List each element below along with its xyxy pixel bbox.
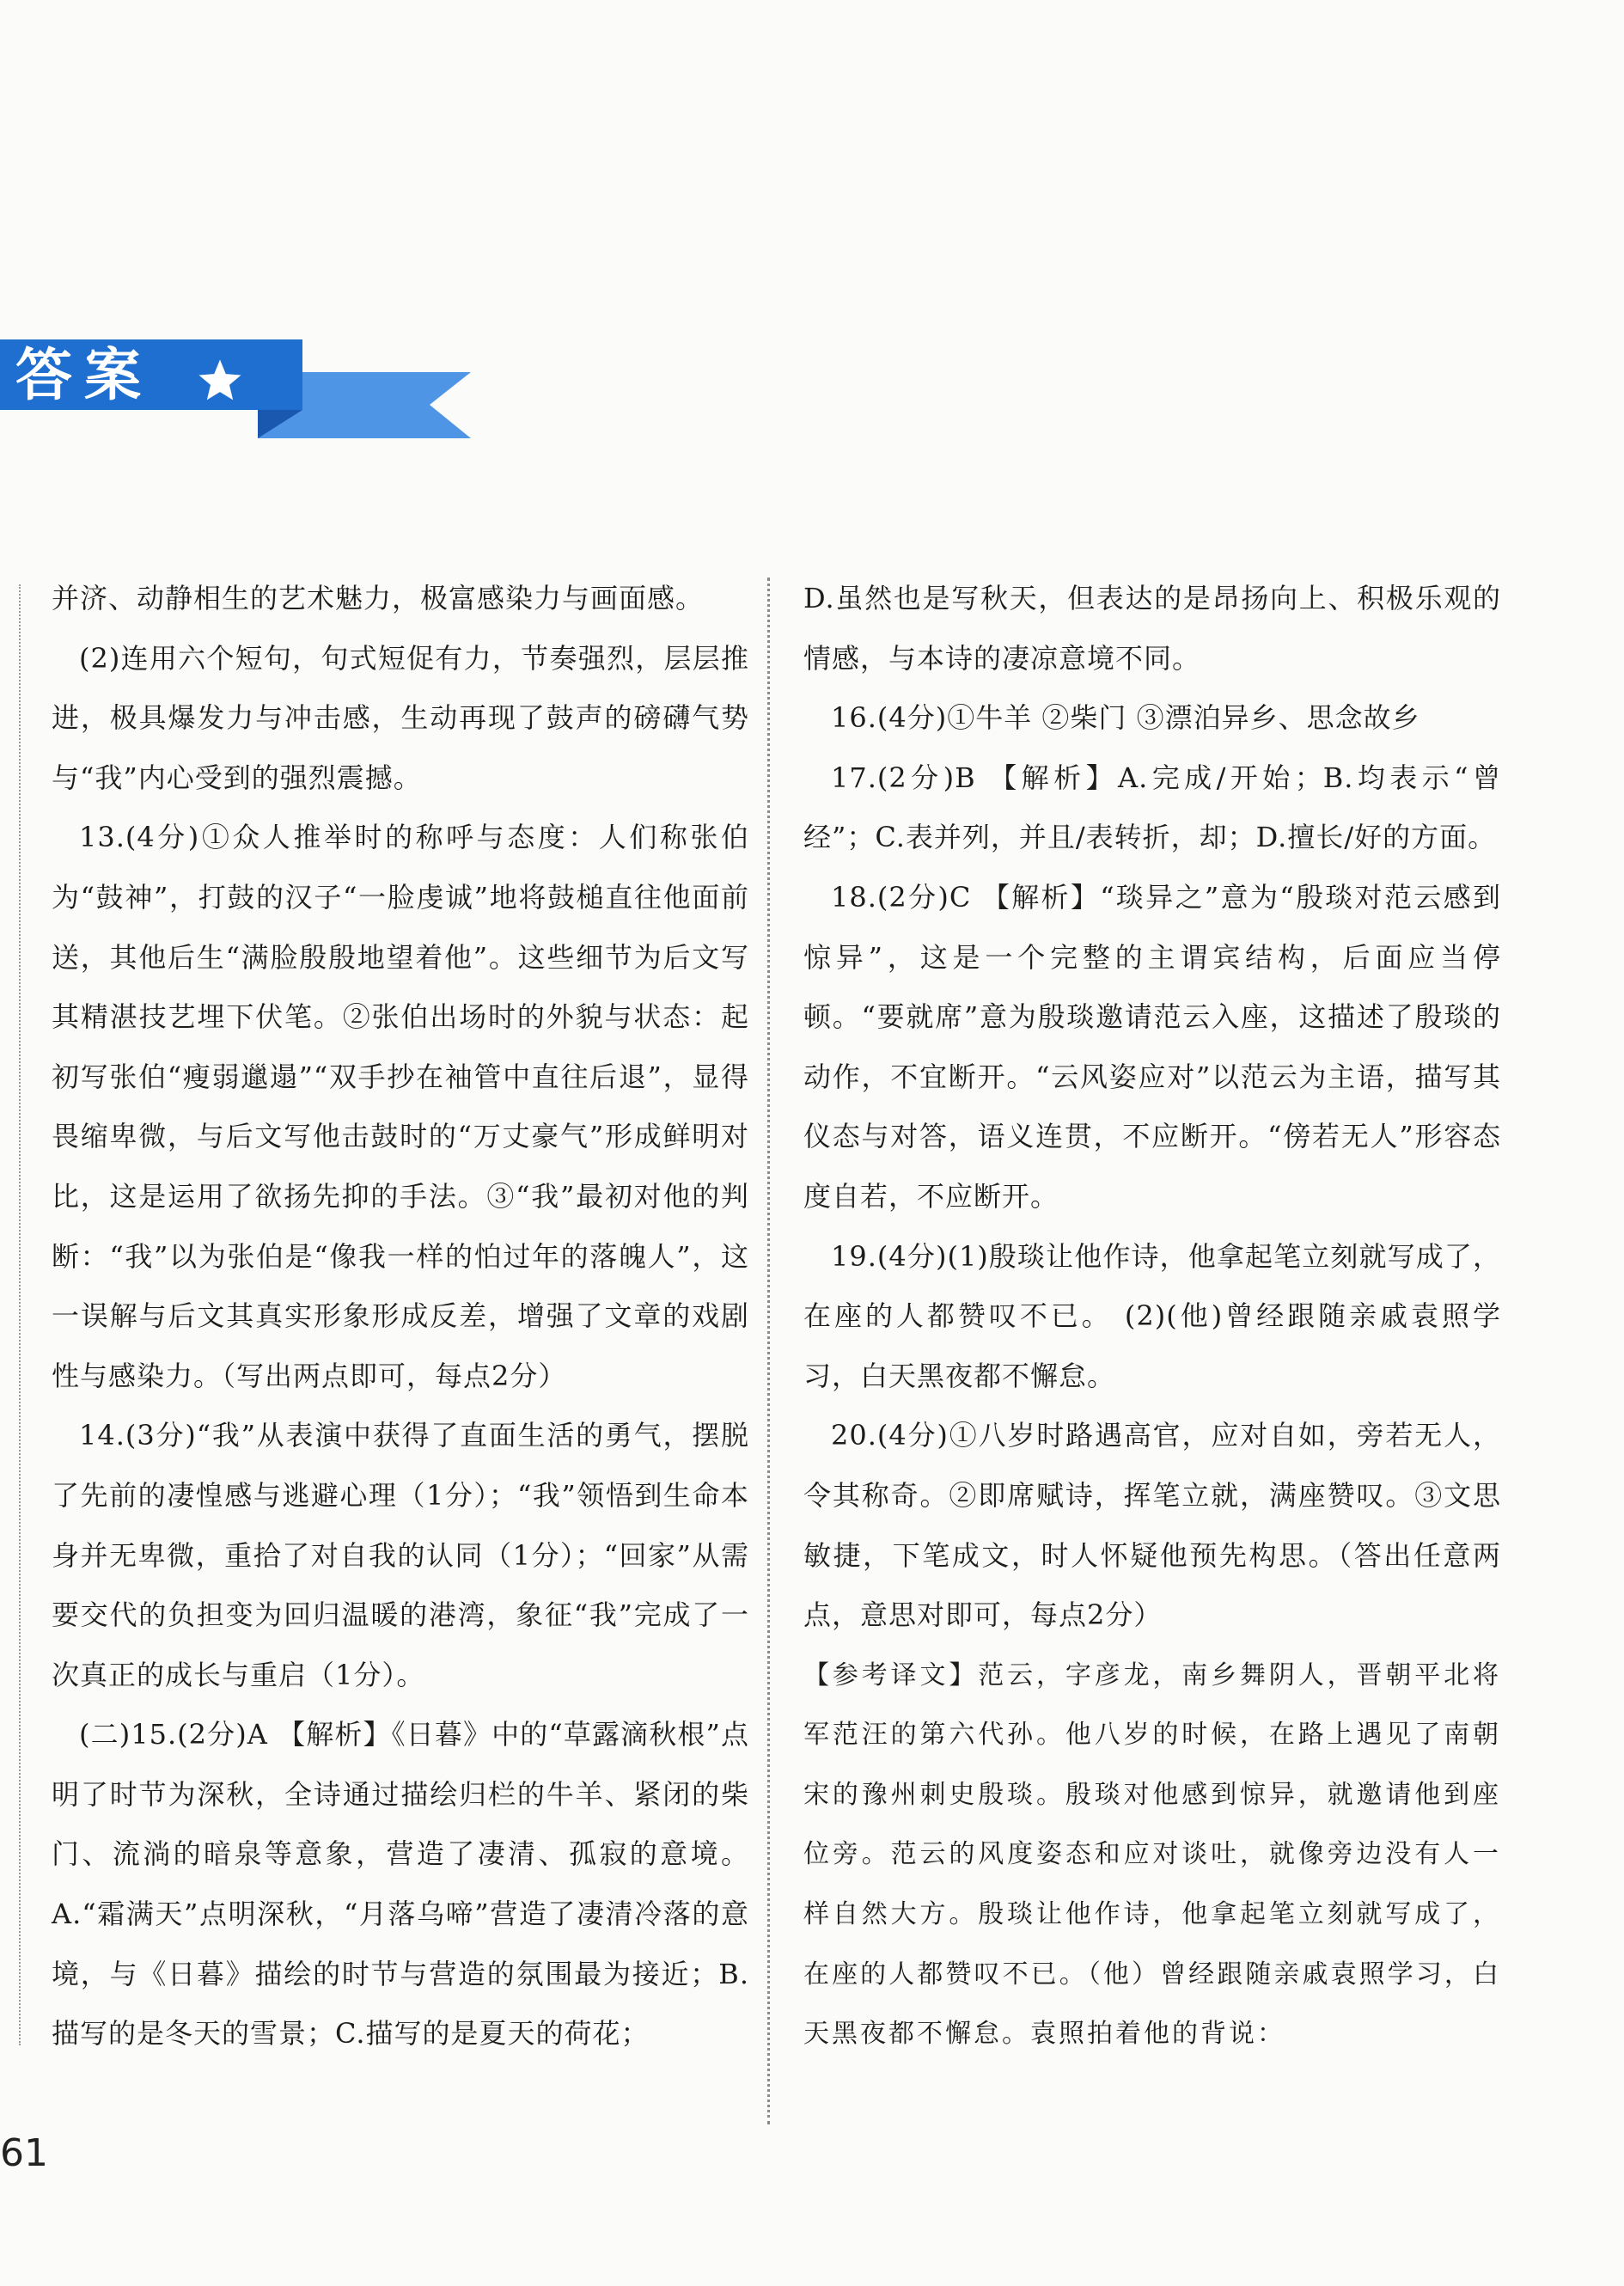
answer-12-continued: 并济、动静相生的艺术魅力，极富感染力与画面感。 xyxy=(52,582,705,614)
answer-15: (二)15.(2分)A 【解析】《日暮》中的“草露滴秋根”点明了时节为深秋，全诗通过描绘归栏的牛羊、紧闭的柴门、流淌的暗泉等意象，营造了凄清、孤寂的意境。A.“霜满天”点明深秋，“月落乌啼”营造了凄清冷落的意境，与《日暮》描绘的时节与营造的氛围最为接近；B.描写的是冬天的雪景；C.描写的是夏天的荷花； xyxy=(52,1718,749,2051)
column-divider xyxy=(767,578,770,2124)
left-margin-rule xyxy=(19,584,21,2045)
left-column xyxy=(52,569,749,2064)
answer-18: 18.(2分)C 【解析】“琰异之”意为“殷琰对范云感到惊异”，这是一个完整的主谓宾结构，后面应当停顿。“要就席”意为殷琰邀请范云入座，这描述了殷琰的动作，不宜断开。“云风姿应对”以范云为主语，描写其仪态与对答，语义连贯，不应断开。“傍若无人”形容态度自若，不应断开。 xyxy=(803,880,1501,1213)
right-column xyxy=(803,569,1501,2064)
star-icon xyxy=(196,357,244,405)
answer-title: 答案 xyxy=(15,342,153,408)
answer-20: 20.(4分)①八岁时路遇高官，应对自如，旁若无人，令其称奇。②即席赋诗，挥笔立就，满座赞叹。③文思敏捷，下笔成文，时人怀疑他预先构思。（答出任意两点，意思对即可，每点2分） xyxy=(803,1419,1501,1632)
answer-16: 16.(4分)①牛羊 ②柴门 ③漂泊异乡、思念故乡 xyxy=(831,701,1420,735)
reference-translation: 【参考译文】范云，字彦龙，南乡舞阴人，晋朝平北将军范汪的第六代孙。他八岁的时候，在路上遇见了南朝宋的豫州刺史殷琰。殷琰对他感到惊异，就邀请他到座位旁。范云的风度姿态和应对谈吐，就像旁边没有人一样自然大方。殷琰让他作诗，他拿起笔立刻就写成了，在座的人都赞叹不已。（他）曾经跟随亲戚袁照学习，白天黑夜都不懈怠。袁照拍着他的背说： xyxy=(803,1659,1501,2050)
answer-19: 19.(4分)(1)殷琰让他作诗，他拿起笔立刻就写成了，在座的人都赞叹不已。 (2)(他)曾经跟随亲戚袁照学习，白天黑夜都不懈怠。 xyxy=(803,1239,1501,1392)
answer-17: 17.(2分)B 【解析】A.完成/开始；B.均表示“曾经”；C.表并列，并且/表转折，却；D.擅长/好的方面。 xyxy=(803,761,1501,854)
answer-13: 13.(4分)①众人推举时的称呼与态度：人们称张伯为“鼓神”，打鼓的汉子“一脸虔诚”地将鼓槌直往他面前送，其他后生“满脸殷殷地望着他”。这些细节为后文写其精湛技艺埋下伏笔。②张伯出场时的外貌与状态：起初写张伯“瘦弱邋遢”“双手抄在袖管中直往后退”，显得畏缩卑微，与后文写他击鼓时的“万丈豪气”形成鲜明对比，这是运用了欲扬先抑的手法。③“我”最初对他的判断：“我”以为张伯是“像我一样的怕过年的落魄人”，这一误解与后文其真实形象形成反差，增强了文章的戏剧性与感染力。（写出两点即可，每点2分） xyxy=(52,821,749,1392)
answer-14: 14.(3分)“我”从表演中获得了直面生活的勇气，摆脱了先前的凄惶感与逃避心理（1分）；“我”领悟到生命本身并无卑微，重拾了对自我的认同（1分）；“回家”从需要交代的负担变为回归温暖的港湾，象征“我”完成了一次真正的成长与重启（1分）。 xyxy=(52,1419,749,1691)
page-number: 61 xyxy=(0,2131,48,2175)
answer-15-continued: D.虽然也是写秋天，但表达的是昂扬向上、积极乐观的情感，与本诗的凄凉意境不同。 xyxy=(803,582,1501,675)
answer-12-part2: (2)连用六个短句，句式短促有力，节奏强烈，层层推进，极具爆发力与冲击感，生动再现了鼓声的磅礴气势与“我”内心受到的强烈震撼。 xyxy=(52,641,749,794)
